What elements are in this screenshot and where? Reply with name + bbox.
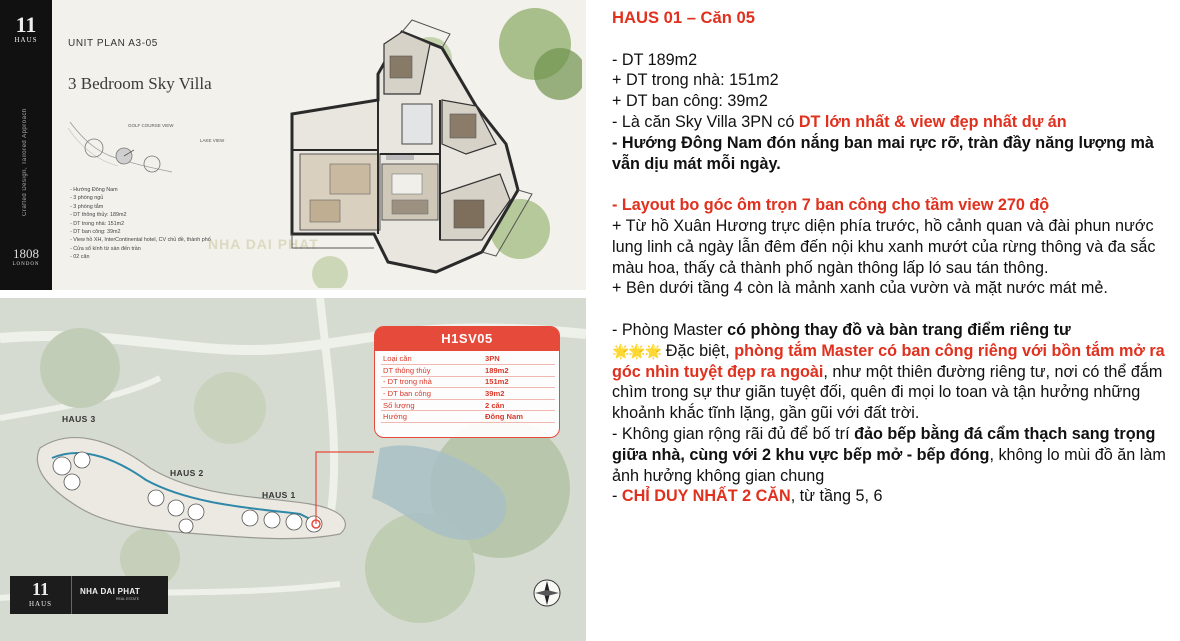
row-value: 3PN [485, 353, 555, 365]
haus-1-label: HAUS 1 [262, 490, 296, 500]
kitchen-rest: , không lo mùi đồ ăn làm ảnh hưởng không gian chung [612, 445, 1166, 485]
unit-plan-brochure [0, 0, 586, 290]
logo-1808 [6, 246, 46, 267]
row-key: DT thông thủy [381, 365, 485, 377]
spec-item: - View hồ XH, InterContinental hotel, CV chủ đề, thành phố [70, 237, 211, 244]
master-room-paragraph [612, 320, 1172, 424]
only-highlight: CHỈ DUY NHẤT 2 CĂN [621, 487, 791, 506]
view-lake-label: LAKE VIEW [200, 138, 225, 143]
real-estate-sub: REAL ESTATE [116, 597, 140, 601]
only-two-units-line [612, 486, 1172, 507]
haus-logo-word: HAUS [14, 36, 38, 44]
only-prefix: - [612, 487, 622, 506]
row-key: - DT ban công [381, 388, 485, 400]
garden-text: + Bên dưới tầng 4 còn là mảnh xanh của vườn và mặt nước mát mẻ. [612, 279, 1108, 298]
spacer [612, 299, 1172, 320]
table-row [381, 376, 555, 388]
row-value: 2 căn [485, 399, 555, 411]
spec-item: - DT ban công: 39m2 [70, 229, 121, 236]
orientation-text: - Hướng Đông Nam đón nắng ban mai rực rỡ, tràn đầy năng lượng mà vẫn dịu mát mỗi ngày. [612, 133, 1154, 173]
special-prefix: Đặc biệt, [661, 341, 735, 360]
row-value: 151m2 [485, 376, 555, 388]
spec-item: - DT trong nhà: 151m2 [70, 220, 125, 227]
sky-villa-text: - Là căn Sky Villa 3PN có [612, 112, 799, 131]
unit-info-card [374, 326, 560, 438]
row-value: Đông Nam [485, 411, 555, 423]
area-total: - DT 189m2 [612, 50, 698, 69]
haus-logo [12, 14, 40, 44]
haus-2-label: HAUS 2 [170, 468, 204, 478]
table-row [381, 411, 555, 423]
nha-dai-phat-logo: NHA DAI PHAT [80, 587, 141, 596]
haus-logo-number: 11 [15, 12, 37, 37]
logo-1808-number: 1808 [13, 246, 39, 261]
watermark: NHA DAI PHAT [208, 236, 319, 252]
sky-villa-highlight: DT lớn nhất & view đẹp nhất dự án [798, 112, 1067, 131]
master-prefix: - Phòng Master [612, 320, 728, 339]
spec-item: - 02 căn [70, 254, 90, 261]
floor-plan-drawing [270, 4, 582, 288]
only-rest: , từ tầng 5, 6 [790, 487, 883, 506]
table-row [381, 388, 555, 400]
unit-card-title: H1SV05 [375, 327, 559, 351]
row-value: 189m2 [485, 365, 555, 377]
lake-view-text: + Từ hồ Xuân Hương trực diện phía trước, hồ cảnh quan và đài phun nước lung linh cả ngày lẫn đêm đến nội khu xanh mướt của rừng thông và đa sắc màu hoa, thấy cả thành phố ngàn thông lấp ló sau tán thông. [612, 216, 1156, 277]
plan-subtitle: 3 Bedroom Sky Villa [68, 74, 212, 93]
row-key: Loại căn [381, 353, 485, 365]
logo-1808-sub: LONDON [12, 262, 40, 267]
table-row [381, 353, 555, 365]
spec-item: - 3 phòng tắm [70, 203, 104, 210]
table-row [381, 365, 555, 377]
unit-info-table [381, 353, 555, 423]
brand-badge [10, 576, 168, 614]
row-key: Hướng [381, 411, 485, 423]
kitchen-prefix: - Không gian rộng rãi đủ để bố trí [612, 424, 855, 443]
table-row [381, 399, 555, 411]
area-balcony: + DT ban công: 39m2 [612, 92, 768, 111]
row-key: Số lượng [381, 399, 485, 411]
spec-item: - Cửa sổ kính từ sàn đến trần [70, 245, 141, 252]
kitchen-paragraph [612, 424, 1172, 486]
row-key: - DT trong nhà [381, 376, 485, 388]
haus-badge-number: 11 [31, 579, 49, 599]
sidebar-tagline: Crafted Design, Tailored Approach [22, 108, 28, 216]
spec-item: - 3 phòng ngủ [70, 195, 104, 202]
special-highlight: phòng tắm Master có ban công riêng với bồn tắm mở ra góc nhìn tuyệt đẹp ra ngoài [612, 341, 1165, 381]
unit-specs-list [70, 186, 211, 262]
brochure-sidebar [0, 0, 52, 290]
description-heading: HAUS 01 – Căn 05 [612, 8, 755, 27]
haus-3-label: HAUS 3 [62, 414, 96, 424]
compass-icon [532, 578, 562, 608]
row-value: 39m2 [485, 388, 555, 400]
sparkle-icon: 🌟🌟🌟 [612, 342, 662, 359]
spec-item: - DT thông thủy: 189m2 [70, 212, 127, 219]
master-bold: có phòng thay đồ và bàn trang điểm riêng tư [727, 320, 1071, 339]
sky-villa-line [612, 112, 1172, 133]
haus-badge-logo [10, 576, 72, 614]
unit-description [612, 8, 1172, 507]
haus-badge-word: HAUS [28, 600, 53, 608]
plan-title: UNIT PLAN A3-05 [68, 38, 158, 49]
kitchen-bold: đảo bếp bằng đá cẩm thạch sang trọng giữa nhà, cùng với 2 khu vực bếp mở - bếp đóng [612, 424, 1156, 464]
layout-highlight: - Layout bo góc ôm trọn 7 ban công cho tầm view 270 độ [612, 196, 1050, 215]
special-rest: , như một thiên đường riêng tư, nơi có thể đắm chìm trong sự thư giãn tuyệt đối, quên đi mọi lo toan và tận hưởng những khoảnh khắc tĩnh lặng, gần gũi với đất trời. [612, 362, 1163, 423]
view-golf-label: GOLF COURSE VIEW [128, 123, 174, 128]
area-indoor: + DT trong nhà: 151m2 [612, 71, 779, 90]
spec-item: - Hướng Đông Nam [70, 187, 118, 193]
site-map [0, 298, 586, 641]
spacer [612, 174, 1172, 195]
